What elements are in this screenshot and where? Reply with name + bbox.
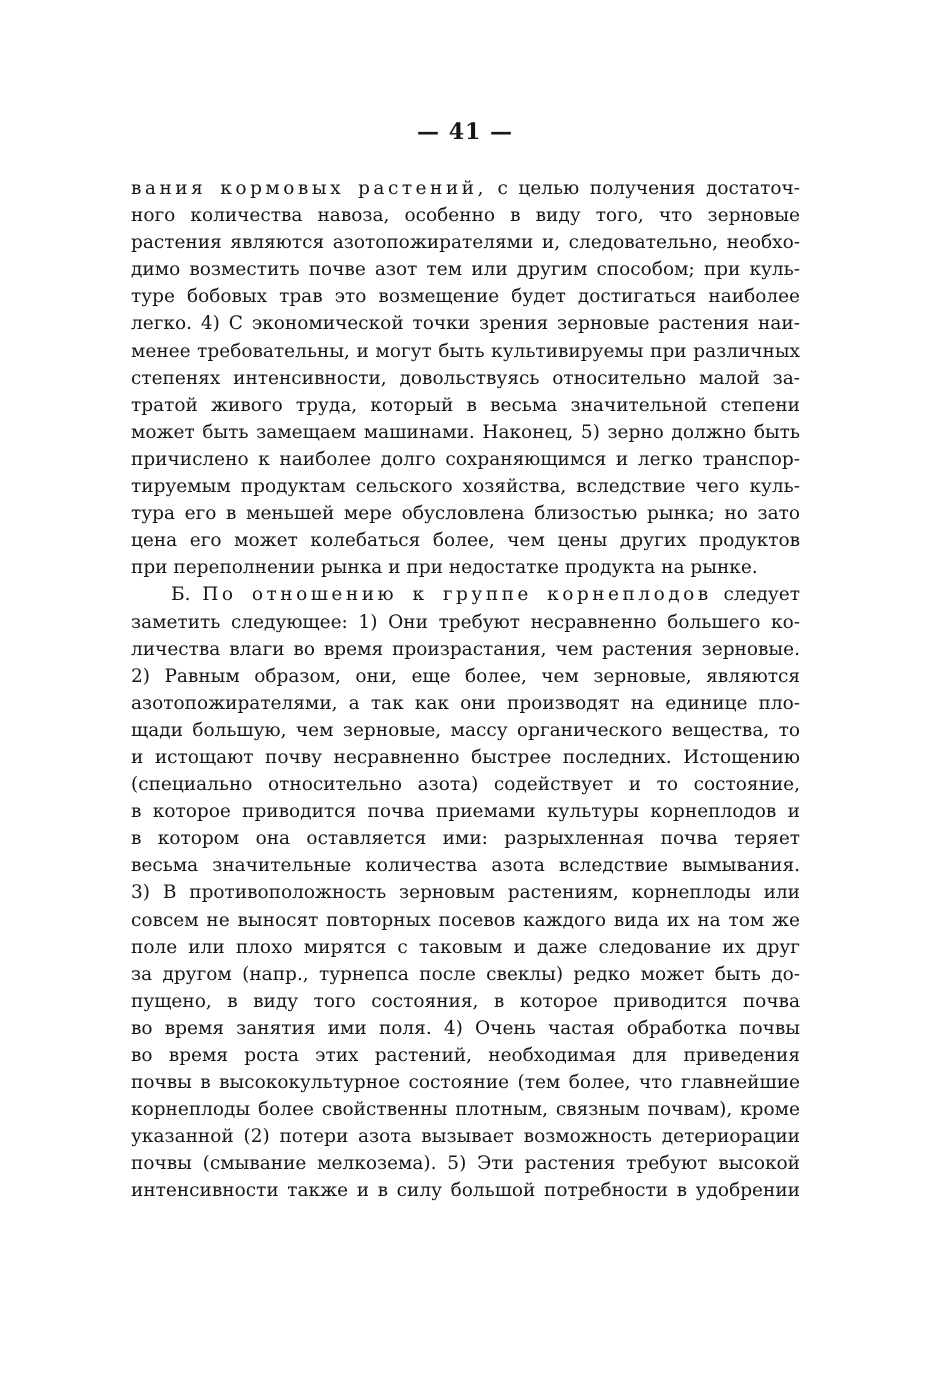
- text-line: [131, 581, 800, 608]
- text-line: туре бобовых трав это возмещение будет достигаться наиболее: [131, 286, 800, 308]
- text-line: в котором она оставляется ими: разрыхленная почва теряет: [131, 828, 800, 850]
- text-line: тура его в меньшей мере обусловлена близостью рынка; но зато: [131, 503, 800, 525]
- text-line: легко. 4) С экономической точки зрения зерновые растения наи-: [131, 313, 800, 335]
- text-line: димо возместить почве азот тем или другим способом; при куль-: [131, 259, 800, 281]
- text-line: интенсивности также и в силу большой потребности в удобрении: [131, 1180, 800, 1202]
- text-line: за другом (напр., турнепса после свеклы) редко может быть до-: [131, 963, 800, 985]
- text-line: личества влаги во время произрастания, чем растения зерновые.: [131, 638, 800, 660]
- text-line: при переполнении рынка и при недостатке продукта на рынке.: [131, 557, 758, 579]
- text-line: заметить следующее: 1) Они требуют несравненно большего ко-: [131, 611, 800, 633]
- text-line: щади большую, чем зерновые, массу органического вещества, то: [131, 719, 800, 741]
- text-line: совсем не выносят повторных посевов каждого вида их на том же: [131, 909, 800, 931]
- text-line: указанной (2) потери азота вызывает возможность детериорации: [131, 1126, 800, 1148]
- text-line: может быть замещаем машинами. Наконец, 5) зерно должно быть: [131, 421, 800, 443]
- text-line: корнеплоды более свойственны плотным, связным почвам), кроме: [131, 1099, 800, 1121]
- text-line: почвы (смывание мелкозема). 5) Эти растения требуют высокой: [131, 1153, 800, 1175]
- line-text: с целью получения достаточ-: [486, 178, 800, 199]
- text-line: менее требовательны, и могут быть культивируемы при различных: [131, 340, 800, 362]
- text-line: и истощают почву несравненно быстрее последних. Истощению: [131, 746, 800, 768]
- text-line: пущено, в виду того состояния, в которое приводится почва: [131, 990, 800, 1012]
- text-line: 3) В противоположность зерновым растениям, корнеплоды или: [131, 882, 800, 904]
- text-line: почвы в высококультурное состояние (тем более, что главнейшие: [131, 1072, 800, 1094]
- text-line: 2) Равным образом, они, еще более, чем зерновые, являются: [131, 665, 800, 687]
- body-text: [131, 175, 800, 1205]
- text-line: весьма значительные количества азота вследствие вымывания.: [131, 855, 800, 877]
- text-line: ного количества навоза, особенно в виду того, что зерновые: [131, 205, 800, 227]
- text-line: цена его может колебаться более, чем цены других продуктов: [131, 530, 800, 552]
- spaced-emphasis: По отношению к группе корнеплодов: [202, 584, 712, 606]
- text-line: в которое приводится почва приемами культуры корнеплодов и: [131, 801, 800, 823]
- text-line: во время роста этих растений, необходимая для приведения: [131, 1045, 800, 1066]
- text-line: тратой живого труда, который в весьма значительной степени: [131, 394, 800, 416]
- text-line: во время занятия ими поля. 4) Очень частая обработка почвы: [131, 1017, 800, 1039]
- text-line: азотопожирателями, а так как они производят на единице пло-: [131, 692, 800, 714]
- line-text: следует: [711, 584, 800, 606]
- spaced-emphasis: вания кормовых растений,: [131, 178, 487, 199]
- text-line: растения являются азотопожирателями и, следовательно, необхо-: [131, 232, 800, 254]
- text-line: причислено к наиболее долго сохраняющимся и легко транспор-: [131, 448, 800, 470]
- text-line: [131, 175, 800, 202]
- text-line: степенях интенсивности, довольствуясь относительно малой за-: [131, 367, 800, 389]
- text-line: (специально относительно азота) содействует и то состояние,: [131, 774, 800, 796]
- text-line: поле или плохо мирятся с таковым и даже следование их друг: [131, 936, 800, 958]
- section-marker: Б.: [171, 584, 203, 606]
- page-number: — 41 —: [417, 119, 513, 145]
- text-line: тируемым продуктам сельского хозяйства, вследствие чего куль-: [131, 476, 800, 498]
